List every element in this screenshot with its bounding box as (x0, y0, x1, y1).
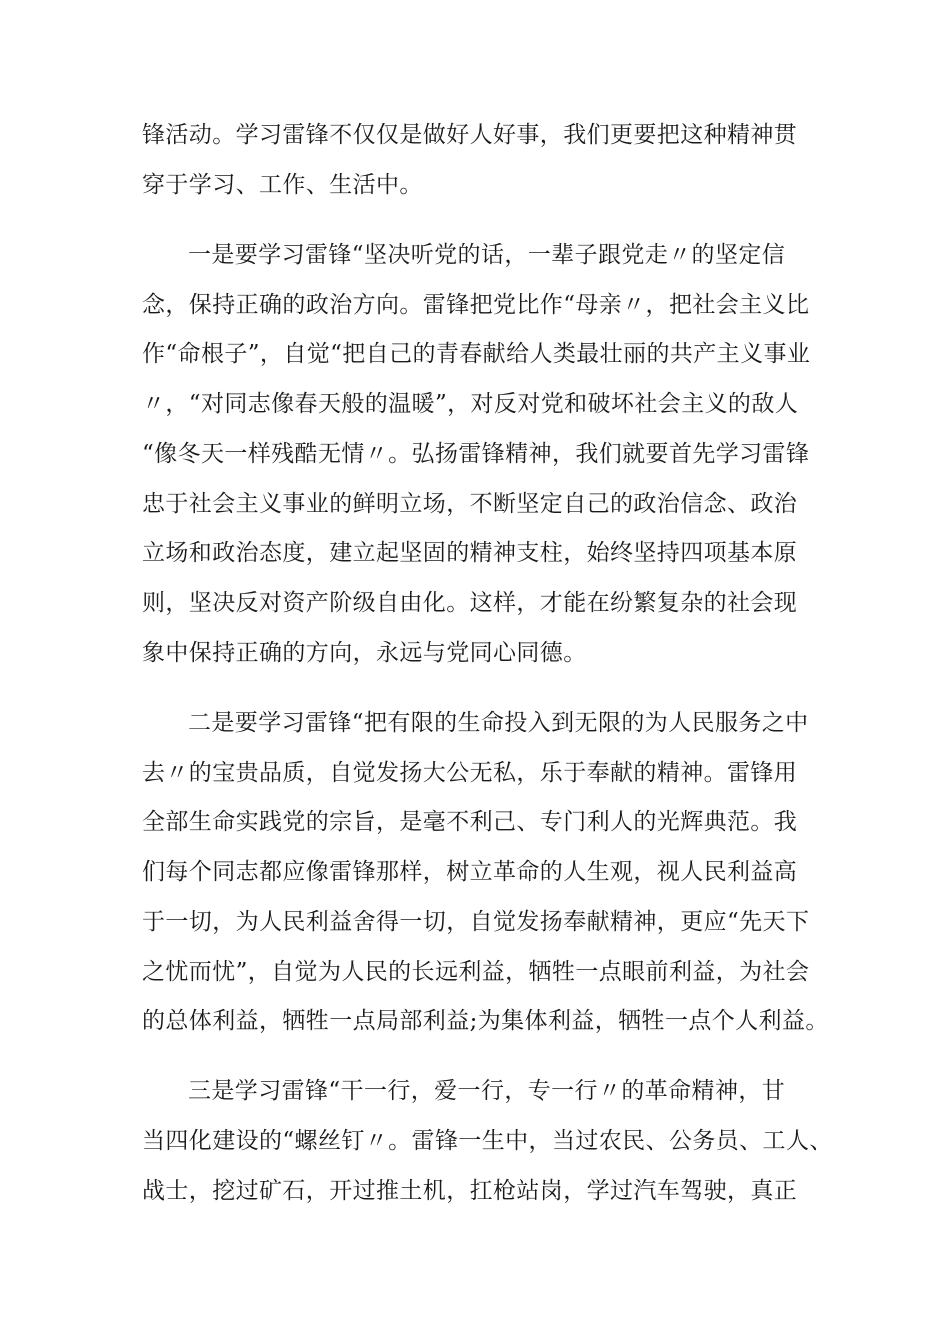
text-line: “像冬天一样残酷无情〃。弘扬雷锋精神，我们就要首先学习雷锋 (142, 441, 810, 467)
paragraph-start-line: 三是学习雷锋“干一行，爱一行，专一行〃的革命精神，甘 (188, 1078, 786, 1104)
text-line: 念，保持正确的政治方向。雷锋把党比作“母亲〃，把社会主义比 (142, 292, 810, 318)
paragraph-start-line: 一是要学习雷锋“坚决听党的话，一辈子跟党走〃的坚定信 (188, 242, 786, 268)
text-line: 的总体利益，牺牲一点局部利益;为集体利益，牺牲一点个人利益。 (142, 1008, 829, 1034)
text-line: 〃，“对同志像春天般的温暖”，对反对党和破坏社会主义的敌人 (142, 391, 799, 417)
paragraph-start-line: 二是要学习雷锋“把有限的生命投入到无限的为人民服务之中 (188, 710, 809, 736)
text-line: 战士，挖过矿石，开过推土机，扛枪站岗，学过汽车驾驶，真正 (142, 1178, 798, 1204)
text-line: 去〃的宝贵品质，自觉发扬大公无私，乐于奉献的精神。雷锋用 (142, 760, 798, 786)
text-line: 们每个同志都应像雷锋那样，树立革命的人生观，视人民利益高 (142, 859, 798, 885)
text-line: 象中保持正确的方向，永远与党同心同德。 (142, 640, 587, 666)
text-line: 忠于社会主义事业的鲜明立场，不断坚定自己的政治信念、政治 (142, 491, 798, 517)
text-line: 全部生命实践党的宗旨，是毫不利己、专门利人的光辉典范。我 (142, 809, 798, 835)
text-line: 锋活动。学习雷锋不仅仅是做好人好事，我们更要把这种精神贯 (142, 122, 798, 148)
text-line: 于一切，为人民利益舍得一切，自觉发扬奉献精神，更应“先天下 (142, 909, 810, 935)
text-line: 作“命根子”，自觉“把自己的青春献给人类最壮丽的共产主义事业 (142, 341, 811, 367)
text-line: 当四化建设的“螺丝钉〃。雷锋一生中，当过农民、公务员、工人、 (142, 1128, 833, 1154)
text-line: 穿于学习、工作、生活中。 (142, 172, 423, 198)
text-line: 立场和政治态度，建立起坚固的精神支柱，始终坚持四项基本原 (142, 540, 798, 566)
text-line: 则，坚决反对资产阶级自由化。这样，才能在纷繁复杂的社会现 (142, 590, 798, 616)
text-line: 之忧而忧”，自觉为人民的长远利益，牺牲一点眼前利益，为社会 (142, 959, 810, 985)
